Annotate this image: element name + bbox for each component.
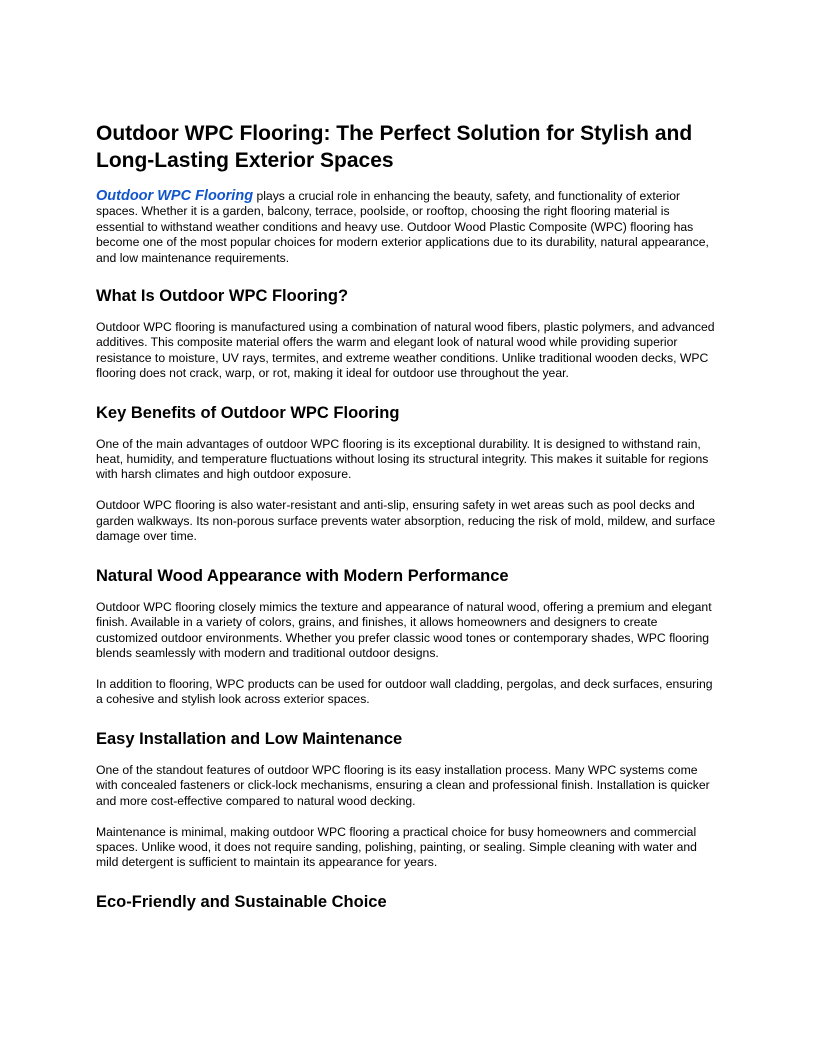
section-heading-eco-friendly: Eco-Friendly and Sustainable Choice [96,892,387,911]
section-paragraph: Outdoor WPC flooring closely mimics the texture and appearance of natural wood, offering a premium and elegant finish. Available in a variety of colors, grains, and finishes, it allows homeowners and designers to create customized outdoor environments. Whether you prefer classic wood tones or contemporary shades, WPC flooring blends seamlessly with modern and traditional outdoor designs. [96,599,712,660]
outdoor-wpc-flooring-link[interactable]: Outdoor WPC Flooring [96,188,254,204]
section-paragraph: Maintenance is minimal, making outdoor WPC flooring a practical choice for busy homeowners and commercial spaces. Unlike wood, it does not require sanding, polishing, painting, or sealing. Simple cleaning with water and mild detergent is sufficient to maintain its appearance for years. [96,824,697,870]
intro-text: plays a crucial role in enhancing the beauty, safety, and functionality of exterior spaces. Whether it is a garden, balcony, terrace, poolside, or rooftop, choosing the right flooring material is essential to withstand weather conditions and heavy use. Outdoor Wood Plastic Composite (WPC) flooring has become one of the most popular choices for modern exterior applications due to its durability, natural appearance, and low maintenance requirements. [96,189,709,265]
section-paragraph: Outdoor WPC flooring is manufactured using a combination of natural wood fibers, plastic polymers, and advanced additives. This composite material offers the warm and elegant look of natural wood while providing superior resistance to moisture, UV rays, termites, and extreme weather conditions. Unlike traditional wooden decks, WPC flooring does not crack, warp, or rot, making it ideal for outdoor use throughout the year. [96,320,715,381]
section-paragraph: One of the standout features of outdoor WPC flooring is its easy installation process. Many WPC systems come with concealed fasteners or click-lock mechanisms, ensuring a clean and professional finish. Installation is quicker and more cost-effective compared to natural wood decking. [96,762,710,808]
section-heading-key-benefits: Key Benefits of Outdoor WPC Flooring [96,403,400,422]
section-heading-what-is: What Is Outdoor WPC Flooring? [96,287,349,306]
section-heading-natural-wood: Natural Wood Appearance with Modern Performance [96,566,509,585]
intro-paragraph [96,189,720,266]
section-paragraph: One of the main advantages of outdoor WPC flooring is its exceptional durability. It is designed to withstand rain, heat, humidity, and temperature fluctuations without losing its structural integrity. This makes it suitable for regions with harsh climates and high outdoor exposure. [96,436,709,482]
page-title: Outdoor WPC Flooring: The Perfect Solution for Stylish and Long-Lasting Exterior Spaces [96,122,693,172]
section-paragraph: In addition to flooring, WPC products can be used for outdoor wall cladding, pergolas, and deck surfaces, ensuring a cohesive and stylish look across exterior spaces. [96,676,713,707]
section-heading-installation: Easy Installation and Low Maintenance [96,729,403,748]
section-paragraph: Outdoor WPC flooring is also water-resistant and anti-slip, ensuring safety in wet areas such as pool decks and garden walkways. Its non-porous surface prevents water absorption, reducing the risk of mold, mildew, and surface damage over time. [96,498,716,544]
document-page [96,120,720,926]
